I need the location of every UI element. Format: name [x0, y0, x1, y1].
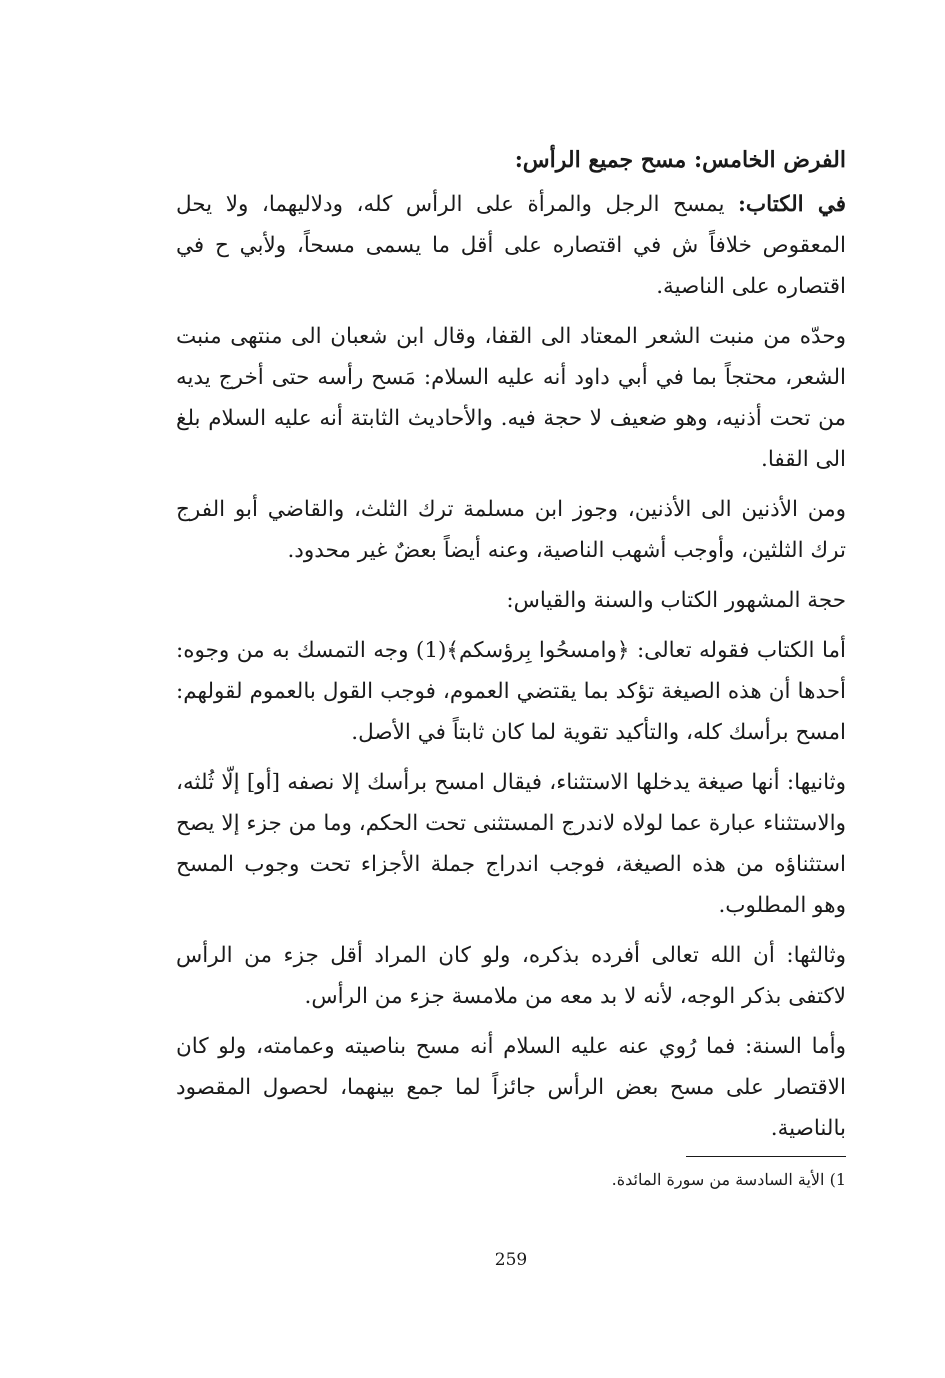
paragraph-1: [176, 184, 846, 307]
paragraph-text: وأما السنة: فما رُوي عنه عليه السلام أنه مسح بناصيته وعمامته، ولو كان الاقتصار على مسح بعض الرأس جائزاً لما جمع بينهما، لحصول المقصود بالناصية.: [176, 1034, 846, 1141]
paragraph-7: [176, 935, 846, 1017]
paragraph-6: [176, 762, 846, 926]
paragraph-text: يمسح الرجل والمرأة على الرأس كله، ودلاليهما، ولا يحل المعقوص خلافاً ش في اقتصاره على أقل ما يسمى مسحاً، ولأبي ح في اقتصاره على الناصية.: [176, 192, 846, 299]
paragraph-8: [176, 1026, 846, 1149]
paragraph-text: أما الكتاب فقوله تعالى: ﴿وامسحُوا بِرؤسكم﴾(1) وجه التمسك به من وجوه: أحدها أن هذه الصيغة تؤكد بما يقتضي العموم، فوجب القول بالعموم لقولهم: امسح برأسك كله، والتأكيد تقوية لما كان ثابتاً في الأصل.: [176, 638, 846, 745]
paragraph-text: وثانيها: أنها صيغة يدخلها الاستثناء، فيقال امسح برأسك إلا نصفه [أو] إلّا ثُلثه، والاستثناء عبارة عما لولاه لاندرج المستثنى تحت الحكم، وما من جزء إلا يصح استثناؤه من هذه الصيغة، فوجب اندراج جملة الأجزاء تحت وجوب المسح وهو المطلوب.: [176, 770, 846, 918]
paragraph-lead: في الكتاب:: [738, 192, 847, 217]
paragraph-2: [176, 316, 846, 480]
section-heading: الفرض الخامس: مسح جميع الرأس:: [514, 147, 846, 173]
paragraph-3: [176, 489, 846, 571]
paragraph-text: ومن الأذنين الى الأذنين، وجوز ابن مسلمة ترك الثلث، والقاضي أبو الفرج ترك الثلثين، وأوجب أشهب الناصية، وعنه أيضاً بعضٌ غير محدود.: [176, 497, 846, 563]
paragraph-4: [176, 580, 846, 621]
footnote: 1) الأية السادسة من سورة المائدة.: [611, 1170, 846, 1189]
footnote-divider: [686, 1156, 846, 1157]
main-text: [176, 140, 846, 1158]
paragraph-text: وحدّه من منبت الشعر المعتاد الى القفا، وقال ابن شعبان الى منتهى منبت الشعر، محتجاً بما في أبي داود أنه عليه السلام: مَسح رأسه حتى أخرج يديه من تحت أذنيه، وهو ضعيف لا حجة فيه. والأحاديث الثابتة أنه عليه السلام بلغ الى القفا.: [176, 324, 846, 472]
paragraph-5: [176, 630, 846, 753]
page-number: 259: [494, 1250, 528, 1270]
paragraph-text: حجة المشهور الكتاب والسنة والقياس:: [506, 588, 846, 613]
paragraph-text: وثالثها: أن الله تعالى أفرده بذكره، ولو كان المراد أقل جزء من الرأس لاكتفى بذكر الوجه، لأنه لا بد معه من ملامسة جزء من الرأس.: [176, 943, 846, 1009]
